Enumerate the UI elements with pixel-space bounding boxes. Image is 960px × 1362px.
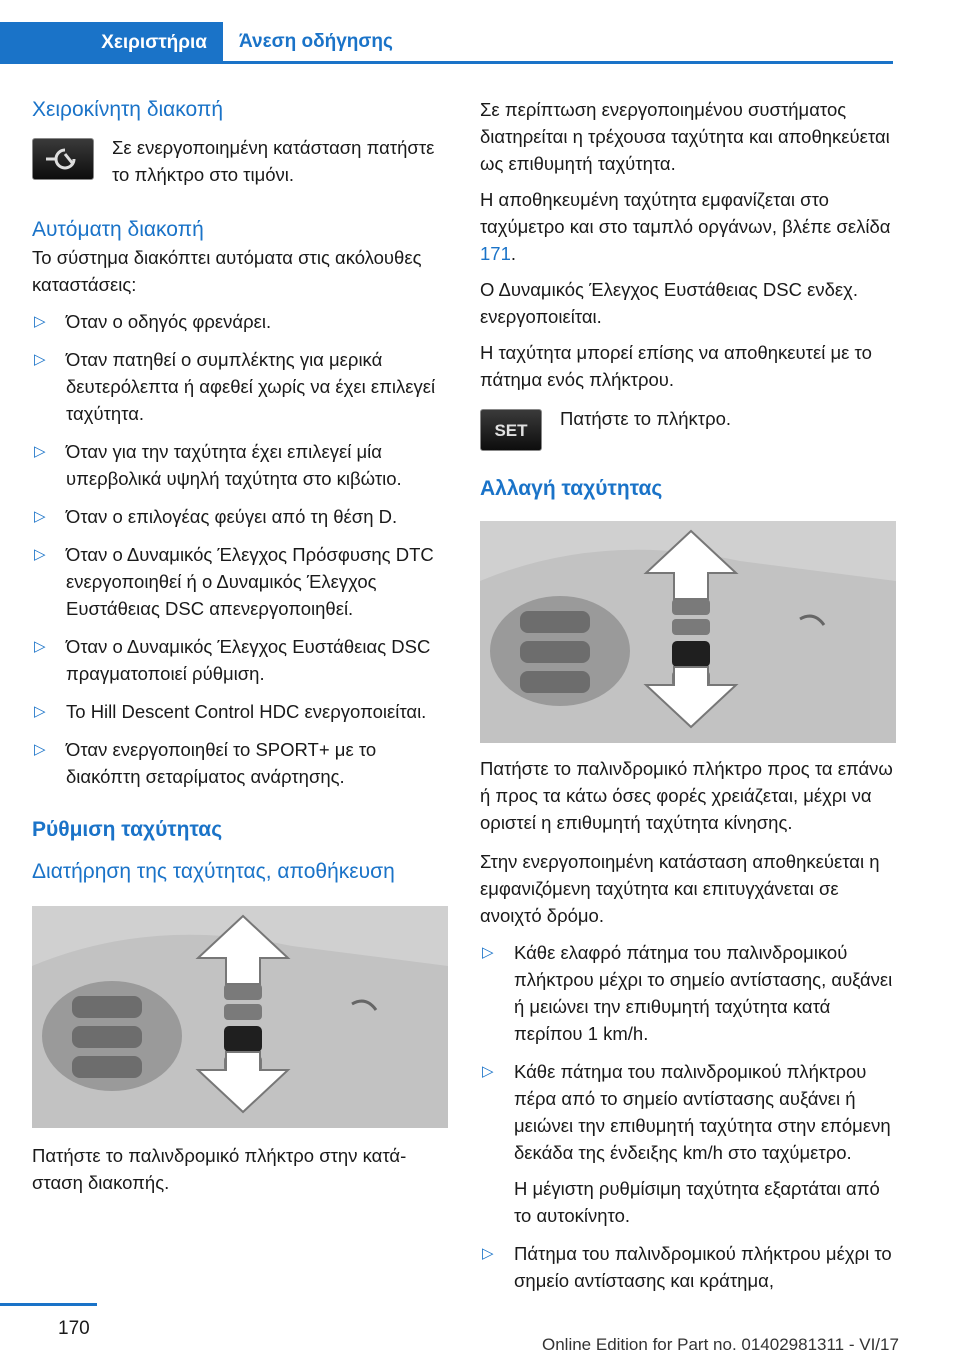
manual-off-heading: Χειροκίνητη διακοπή — [32, 98, 224, 121]
paragraph: Η ταχύτητα μπορεί επίσης να αποθηκευτεί με το πάτημα ενός πλήκτρου. — [480, 342, 872, 390]
paragraph: Ο Δυναμικός Έλεγχος Ευστάθειας DSC ενδεχ. ενεργοποιείται. — [480, 279, 858, 327]
triangle-bullet-icon: ▷ — [34, 703, 46, 720]
tab-controls[interactable]: Χειριστήρια — [0, 22, 223, 64]
paragraph: Η αποθηκευμένη ταχύτητα εμφανίζεται στο ταχύμετρο και στο ταμπλό οργάνων, βλέπε σελίδα 171. — [480, 189, 891, 264]
page-number: 170 — [58, 1318, 90, 1339]
triangle-bullet-icon: ▷ — [482, 1063, 494, 1080]
change-speed-heading: Αλλαγή ταχύτητας — [480, 477, 663, 500]
set-instruction: Πατήστε το πλήκτρο. — [560, 408, 732, 429]
set-button-row — [480, 405, 896, 451]
list-item: ▷ Κάθε ελαφρό πάτημα του παλινδρομικού πλήκτρου μέχρι το σημείο αντίστασης, αυξάνει ή μειώνει την επιθυμητή ταχύτητα κατά περίπου 1 km/h. — [480, 939, 896, 1047]
paragraph: Σε περίπτωση ενεργοποιημένου συστήματος διατηρείται η τρέχουσα ταχύτητα και αποθηκεύεται ως επιθυμητή ταχύτητα. — [480, 99, 890, 174]
cancel-button-icon — [32, 138, 94, 180]
triangle-bullet-icon: ▷ — [34, 638, 46, 655]
maintain-speed-heading: Διατήρηση της ταχύτητας, αποθήκευση — [32, 860, 395, 883]
change-speed-list — [480, 939, 896, 1294]
right-column — [480, 96, 896, 1305]
image-caption: Πατήστε το παλινδρομικό πλήκτρο στην κατάσταση διακοπής. — [32, 1145, 407, 1193]
manual-off-text: Σε ενεργοποιημένη κατάσταση πατήστε το πλήκτρο στο τιμόνι. — [112, 137, 435, 185]
list-item: ▷ Όταν για την ταχύτητα έχει επιλεγεί μία υπερβολικά υψηλή ταχύτητα στο κιβώτιο. — [32, 438, 448, 492]
paragraph: Πατήστε το παλινδρομικό πλήκτρο προς τα επάνω ή προς τα κάτω όσες φορές χρειάζεται, μέχρι να οριστεί η επιθυμητή ταχύτητα κίνησης. — [480, 758, 893, 833]
page-reference-link[interactable]: 171 — [480, 243, 511, 264]
header-tabs — [0, 22, 893, 64]
list-item: ▷ Όταν ο Δυναμικός Έλεγχος Ευστάθειας DSC πραγματοποιεί ρύθμιση. — [32, 633, 448, 687]
footer-rule — [0, 1303, 97, 1306]
speed-setting-heading: Ρύθμιση ταχύτητας — [32, 818, 223, 841]
triangle-bullet-icon: ▷ — [34, 741, 46, 758]
paragraph: Στην ενεργοποιημένη κατάσταση αποθηκεύεται η εμφανιζόμενη ταχύτητα και επιτυγχάνεται σε ανοιχτό δρόμο. — [480, 851, 880, 926]
list-item: ▷ Όταν ο οδηγός φρενάρει. — [32, 308, 448, 335]
list-item: ▷ Όταν ο Δυναμικός Έλεγχος Πρόσφυσης DTC ενεργοποιηθεί ή ο Δυναμικός Έλεγχος Ευστάθειας DSC απενεργοποιηθεί. — [32, 541, 448, 622]
triangle-bullet-icon: ▷ — [482, 1245, 494, 1262]
triangle-bullet-icon: ▷ — [482, 944, 494, 961]
tab-driving-comfort[interactable]: Άνεση οδήγησης — [223, 22, 893, 64]
manual-off-row — [32, 134, 448, 188]
set-button-icon: SET — [480, 409, 542, 451]
left-column — [32, 96, 448, 1196]
triangle-bullet-icon: ▷ — [34, 546, 46, 563]
list-item: ▷ Όταν ο επιλογέας φεύγει από τη θέση D. — [32, 503, 448, 530]
steering-wheel-rocker-image — [480, 521, 896, 743]
bullet-note: Η μέγιστη ρυθμίσιμη ταχύτητα εξαρτάται από το αυτοκίνητο. — [514, 1178, 880, 1226]
auto-off-heading: Αυτόματη διακοπή — [32, 218, 204, 241]
auto-off-text: Το σύστημα διακόπτει αυτόματα στις ακόλουθες καταστάσεις: — [32, 247, 422, 295]
triangle-bullet-icon: ▷ — [34, 351, 46, 368]
auto-off-list — [32, 308, 448, 790]
list-item: ▷ Πάτημα του παλινδρομικού πλήκτρου μέχρι το σημείο αντίστασης και κράτημα, — [480, 1240, 896, 1294]
list-item: ▷ Όταν ενεργοποιηθεί το SPORT+ με το διακόπτη σεταρίματος ανάρτησης. — [32, 736, 448, 790]
steering-wheel-rocker-image — [32, 906, 448, 1128]
list-item: ▷ Όταν πατηθεί ο συμπλέκτης για μερικά δευτερόλεπτα ή αφεθεί χωρίς να έχει επιλεγεί ταχύτητα. — [32, 346, 448, 427]
edition-note: Online Edition for Part no. 01402981311 - VI/17 — [542, 1335, 899, 1354]
triangle-bullet-icon: ▷ — [34, 508, 46, 525]
triangle-bullet-icon: ▷ — [34, 313, 46, 330]
triangle-bullet-icon: ▷ — [34, 443, 46, 460]
list-item: ▷ Κάθε πάτημα του παλινδρομικού πλήκτρου πέρα από το σημείο αντίστασης αυξάνει ή μειώνει την επιθυμητή ταχύτητα στην επόμενη δεκάδα της ένδειξης km/h στο ταχύμετρο. Η μέγιστη ρυθμίσιμη ταχύτητα εξαρτάται από το αυτοκίνητο. — [480, 1058, 896, 1229]
list-item: ▷ Το Hill Descent Control HDC ενεργοποιείται. — [32, 698, 448, 725]
